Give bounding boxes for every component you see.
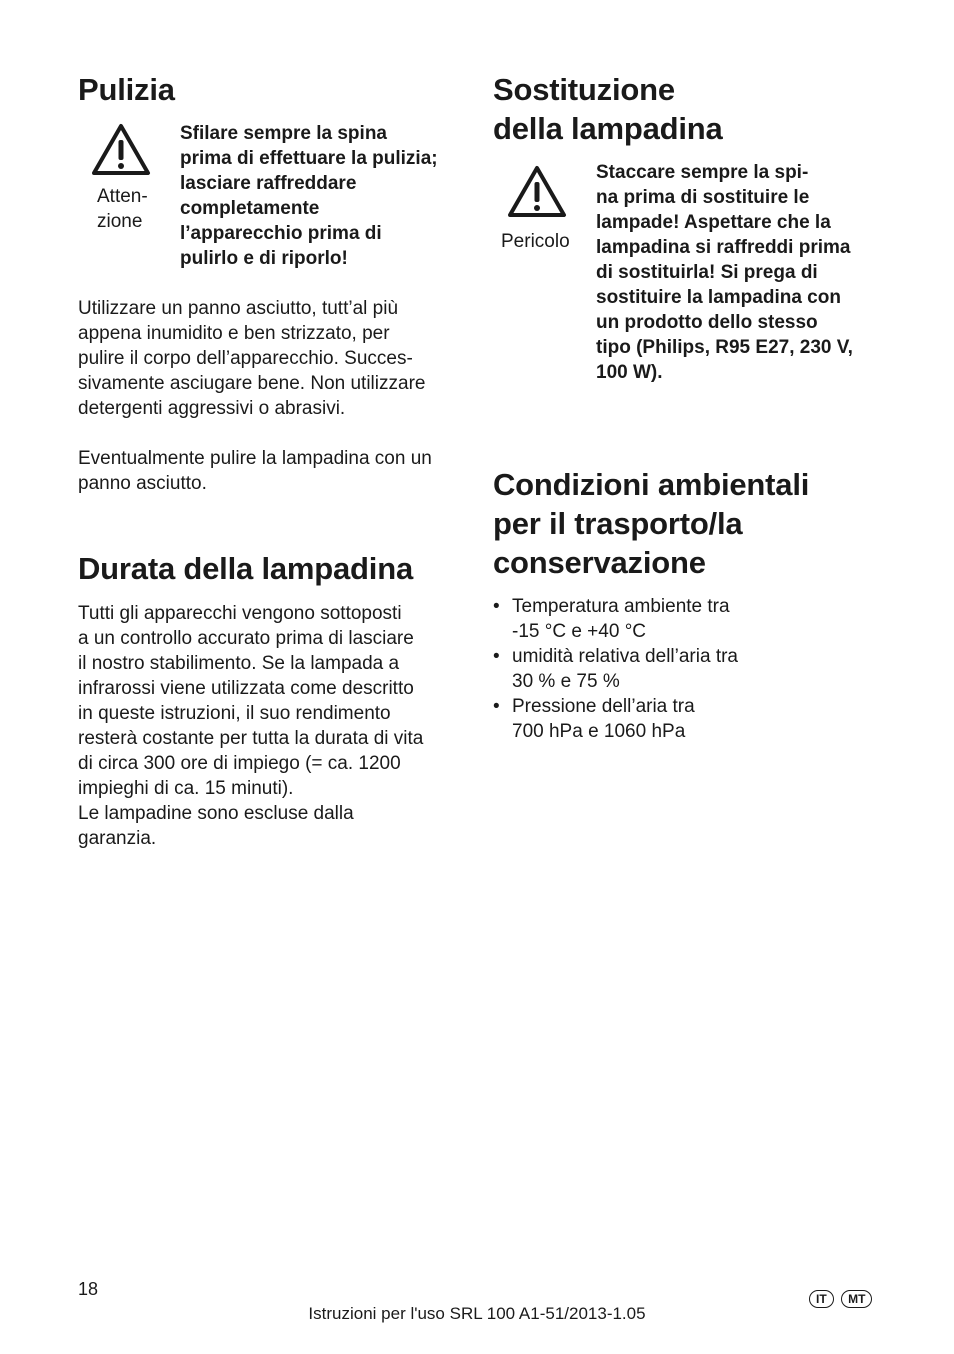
warning-caption-pericolo: Pericolo bbox=[501, 231, 570, 252]
section-title-durata: Durata della lampadina bbox=[78, 551, 413, 586]
list-item: • Pressione dell’aria tra 700 hPa e 1060 hPa bbox=[493, 696, 695, 742]
section-title-condizioni: Condizioni ambientali per il trasporto/la conservazione bbox=[493, 467, 810, 580]
conditions-list bbox=[493, 594, 738, 744]
paragraph-pulizia-2: Eventualmente pulire la lampadina con un panno asciutto. bbox=[78, 448, 432, 494]
section-title-sostituzione: Sostituzione della lampadina bbox=[493, 72, 723, 146]
warning-text-sostituzione: Staccare sempre la spi- na prima di sostituire le lampade! Aspettare che la lampadina si raffreddi prima di sostituirla! Si prega di sostituire la lampadina con un prodotto dello stesso tipo (Philips, R95 E27, 230 V, 100 W). bbox=[596, 162, 853, 383]
warning-caption-attenzione: Atten- zione bbox=[97, 186, 148, 232]
warning-triangle-icon bbox=[90, 122, 152, 178]
language-badge-it: IT bbox=[809, 1290, 834, 1308]
list-item: • Temperatura ambiente tra -15 °C e +40 °C bbox=[493, 596, 730, 642]
paragraph-durata: Tutti gli apparecchi vengono sottoposti a un controllo accurato prima di lasciare il nostro stabilimento. Se la lampada a infrarossi viene utilizzata come descritto in queste istruzioni, il suo rendimento resterà costante per tutta la durata di vita di circa 300 ore di impiego (= ca. 1200 impieghi di ca. 15 minuti). Le lampadine sono escluse dalla garanzia. bbox=[78, 603, 424, 849]
section-title-pulizia: Pulizia bbox=[78, 72, 175, 107]
list-item: • umidità relativa dell’aria tra 30 % e 75 % bbox=[493, 646, 738, 692]
warning-triangle-icon bbox=[506, 164, 568, 220]
language-badge-mt: MT bbox=[841, 1290, 872, 1308]
warning-block-attenzione bbox=[90, 122, 152, 183]
language-badges bbox=[806, 1290, 872, 1308]
warning-block-pericolo bbox=[506, 164, 568, 225]
manual-reference: Istruzioni per l'uso SRL 100 A1-51/2013-1.05 bbox=[308, 1304, 646, 1323]
page-number: 18 bbox=[78, 1279, 99, 1299]
warning-text-pulizia: Sfilare sempre la spina prima di effettuare la pulizia; lasciare raffreddare completamente l’apparecchio prima di pulirlo e di riporlo! bbox=[180, 123, 438, 269]
paragraph-pulizia-1: Utilizzare un panno asciutto, tutt’al più appena inumidito e ben strizzato, per pulire il corpo dell’apparecchio. Succes- sivamente asciugare bene. Non utilizzare detergenti aggressivi o abrasivi. bbox=[78, 298, 426, 419]
